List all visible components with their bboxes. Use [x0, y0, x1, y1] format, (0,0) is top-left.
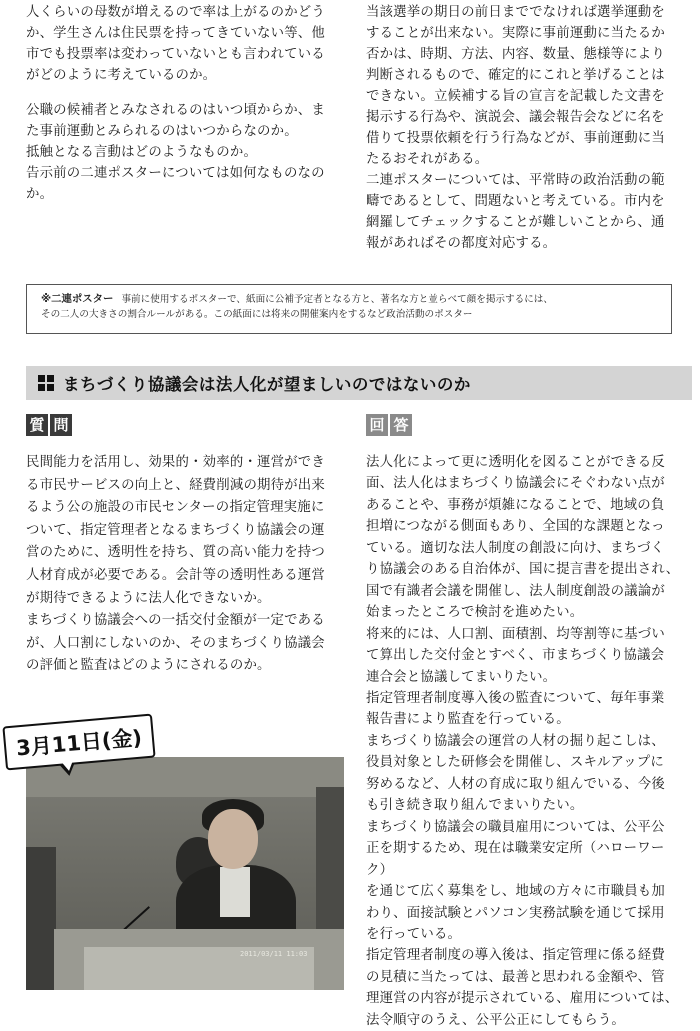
bubble-tail-fill — [60, 758, 76, 772]
note-text-2: その二人の大きさの割合ルールがある。この紙面には将来の開催案内をするなど政治活動のポスター — [41, 309, 473, 320]
note-text-1: 事前に使用するポスターで、紙面に公補予定者となる方と、著名な方と並らべて顔を掲示するには、 — [121, 294, 553, 305]
previous-question-paragraph-1: 人くらいの母数が増えるので率は上がるのかどう か、学生さんは住民票を持ってきていない等、他 市でも投票率は変わっていないとも言われている がどのように考えているのか。 — [26, 5, 325, 83]
previous-answer-column — [366, 2, 678, 254]
note-box — [26, 284, 672, 334]
photo-timestamp: 2011/03/11 11:03 — [240, 950, 308, 958]
section-header — [26, 366, 692, 400]
answer-text: 法人化によって更に透明化を図ることができる反 面、法人化はまちづくり協議会にそぐわない点が あることや、事務が煩雑になることで、地域の負 担増につながる側面もあり、全国的な課題となっ ている。適切な法人制度の創設に向け、まちづく り協議会のある自治体が、国に提言書を提出され、 国で有識者会議を開催し、法人制度創設の議論が 始まったところで検討を進めたい。 将来的には、人口割、面積割、均等割等に基づい て算出した交付金とすべく、市まちづくり協議会 連合会と協議してまいりたい。 指定管理者制度導入後の監査について、毎年事業 報告書により監査を行っている。 まちづくり協議会の運営の人材の掘り起こしは、 役員対象とした研修会を開催し、スキルアップに 努めるなど、人材の育成に取り組んでいる、今後 も引き続き取り組んでまいりたい。 まちづくり協議会の職員雇用については、公平公 正を期するため、現在は職業安定所（ハローワーク） を通じて広く募集をし、地域の方々に市職員も加 わり、面接試験とパソコン実務試験を通じて採用 を行っている。 指定管理者制度の導入後は、指定管理に係る経費 の見積に当たっては、最善と思われる金額や、管 理運営の内容が提示されている、雇用については、 法令順守のうえ、公平公正にしてもらう。 — [366, 455, 680, 1028]
section-title: まちづくり協議会は法人化が望ましいのではないのか — [63, 375, 471, 394]
note-term: ※二連ポスター — [41, 293, 114, 305]
squares-icon — [38, 375, 54, 391]
note-line-1 — [41, 292, 657, 307]
question-text: 民間能力を活用し、効果的・効率的・運営ができ る市民サービスの向上と、経費削減の期待が出来 るよう公の施設の市民センターの指定管理実施に ついて、指定管理者となるまちづくり協議会の運 営のために、透明性を持ち、質の高い能力を持つ 人材育成が必要である。会計等の透明性ある運営 が期待できるように法人化できないか。 まちづくり協議会への一括交付金額が一定である が、人口割にしないのか、そのまちづくり協議会 の評価と監査はどのようにされるのか。 — [26, 455, 325, 674]
previous-question-column — [26, 2, 348, 205]
answer-body — [366, 452, 682, 1031]
question-body — [26, 452, 348, 678]
previous-answer-text: 当該選挙の期日の前日まででなければ選挙運動を することが出来ない。実際に事前運動に当たるか 否かは、時期、方法、内容、数量、態様等により 判断されるもので、確定的にこれと挙げることは できない。立候補する旨の宣言を記載した文書を 掲示する行為や、演説会、議会報告会などに名を 借りて投票依頼を行う行為などが、事前運動に当 たるおそれがある。 二連ポスターについては、平常時の政治活動の範 疇であるとして、問題ないと考えている。市内を 網羅してチェックすることが難しいことから、通 報があればその都度対応する。 — [366, 5, 665, 251]
answer-badge-char-2: 答 — [390, 414, 412, 436]
question-badge-char-1: 質 — [26, 414, 48, 436]
date-label: 3月11日(金) — [15, 725, 143, 761]
answer-badge-char-1: 回 — [366, 414, 388, 436]
question-badge-char-2: 問 — [50, 414, 72, 436]
answer-badge — [366, 414, 412, 436]
previous-question-paragraph-2: 公職の候補者とみなされるのはいつ頃からか、ま た事前運動とみられるのはいつからなのか。 抵触となる言動はどのようなものか。 告示前の二連ポスターについては如何なものなの か。 — [26, 103, 325, 202]
question-badge — [26, 414, 72, 436]
assembly-photo — [26, 757, 344, 990]
